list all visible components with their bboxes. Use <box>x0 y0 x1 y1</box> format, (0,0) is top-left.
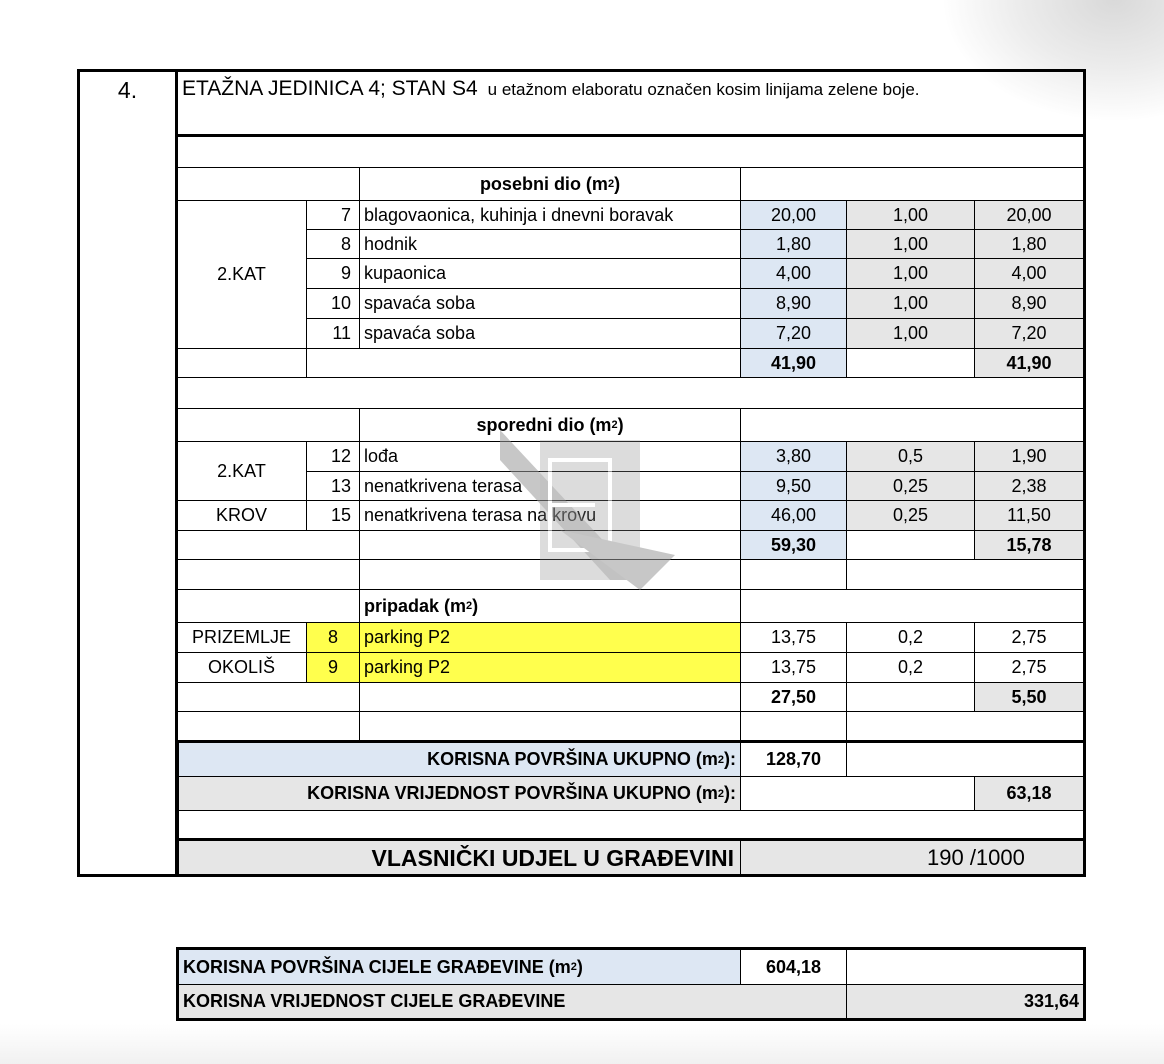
item-number: 4. <box>117 77 138 103</box>
room-area: 8,90 <box>740 288 847 319</box>
room-name: parking P2 <box>359 622 741 653</box>
posebni-floor: 2.KAT <box>176 200 307 349</box>
korisna-povrsina-blank <box>846 740 1084 777</box>
spacer-cell <box>846 559 1084 590</box>
room-coef: 0,2 <box>846 622 975 653</box>
room-name: spavaća soba <box>359 288 741 319</box>
spacer-row <box>176 810 1084 839</box>
vlasnicki-udjel-label: VLASNIČKI UDJEL U GRAĐEVINI <box>176 838 741 876</box>
pripadak-total-value: 5,50 <box>974 682 1084 712</box>
room-coef: 0,25 <box>846 471 975 501</box>
korisna-vrijednost-label: KORISNA VRIJEDNOST POVRŠINA UKUPNO (m 2 ): <box>176 776 741 811</box>
room-name: nenatkrivena terasa <box>359 471 741 501</box>
room-area: 46,00 <box>740 500 847 531</box>
posebni-floor-head <box>176 167 360 201</box>
room-number: 15 <box>306 500 360 531</box>
sporedni-total-blank <box>176 530 360 560</box>
sporedni-heading-end: ) <box>617 414 624 435</box>
sporedni-total-area: 59,30 <box>740 530 847 560</box>
room-number: 13 <box>306 471 360 501</box>
room-name: nenatkrivena terasa na krovu <box>359 500 741 531</box>
korisna-vrijednost-label-text: KORISNA VRIJEDNOST POVRŠINA UKUPNO (m <box>307 783 718 803</box>
room-value: 8,90 <box>974 288 1084 319</box>
cijela-gradevina-povrsina-label: KORISNA POVRŠINA CIJELE GRAĐEVINE (m 2 ) <box>176 947 741 985</box>
room-name: blagovaonica, kuhinja i dnevni boravak <box>359 200 741 230</box>
room-number: 8 <box>306 229 360 259</box>
room-area: 13,75 <box>740 622 847 653</box>
room-value: 2,38 <box>974 471 1084 501</box>
room-number: 11 <box>306 318 360 349</box>
room-area: 13,75 <box>740 652 847 683</box>
room-coef: 0,5 <box>846 441 975 472</box>
room-coef: 0,25 <box>846 500 975 531</box>
cijela-gradevina-povrsina-end: ) <box>576 956 583 977</box>
room-coef: 1,00 <box>846 288 975 319</box>
pripadak-total-area: 27,50 <box>740 682 847 712</box>
room-value: 7,20 <box>974 318 1084 349</box>
room-area: 1,80 <box>740 229 847 259</box>
korisna-vrijednost-blank <box>740 776 975 811</box>
room-value: 20,00 <box>974 200 1084 230</box>
pripadak-heading: pripadak (m 2 ) <box>359 589 741 623</box>
unit-subtitle: u etažnom elaboratu označen kosim linijama zelene boje. <box>487 80 920 99</box>
cijela-gradevina-povrsina-blank <box>846 947 1086 985</box>
pripadak-total-coef-blank <box>846 682 975 712</box>
spacer-row <box>176 377 1084 409</box>
pripadak-heading-text: pripadak (m <box>364 595 467 616</box>
room-number: 9 <box>306 258 360 289</box>
sporedni-total-value: 15,78 <box>974 530 1084 560</box>
room-coef: 0,2 <box>846 652 975 683</box>
korisna-vrijednost-value: 63,18 <box>974 776 1084 811</box>
room-number: 10 <box>306 288 360 319</box>
room-area: 7,20 <box>740 318 847 349</box>
pripadak-heading-end: ) <box>472 595 479 616</box>
posebni-values-head <box>740 167 1084 201</box>
room-area: 20,00 <box>740 200 847 230</box>
korisna-povrsina-label-end: ): <box>724 749 736 769</box>
sporedni-floor-head <box>176 408 360 442</box>
sporedni-heading: sporedni dio (m 2 ) <box>359 408 741 442</box>
posebni-heading-end: ) <box>614 173 621 194</box>
posebni-heading: posebni dio (m 2 ) <box>359 167 741 201</box>
posebni-heading-text: posebni dio (m <box>479 173 608 194</box>
sporedni-heading-text: sporedni dio (m <box>476 414 612 435</box>
cijela-gradevina-povrsina-text: KORISNA POVRŠINA CIJELE GRAĐEVINE (m <box>183 956 571 977</box>
pripadak-floor: OKOLIŠ <box>176 652 307 683</box>
spacer-cell <box>176 711 360 742</box>
room-number: 12 <box>306 441 360 472</box>
room-coef: 1,00 <box>846 258 975 289</box>
pripadak-values-head <box>740 589 1084 623</box>
unit-title: ETAŽNA JEDINICA 4; STAN S4 <box>182 77 478 100</box>
posebni-total-blank <box>306 348 741 378</box>
room-area: 4,00 <box>740 258 847 289</box>
korisna-povrsina-value: 128,70 <box>740 740 847 777</box>
room-area: 3,80 <box>740 441 847 472</box>
spacer-cell <box>740 559 847 590</box>
korisna-povrsina-label-text: KORISNA POVRŠINA UKUPNO (m <box>427 749 718 769</box>
number-column-divider <box>175 69 178 877</box>
room-value: 1,80 <box>974 229 1084 259</box>
room-coef: 1,00 <box>846 318 975 349</box>
room-name: lođa <box>359 441 741 472</box>
pripadak-total-blank <box>176 682 360 712</box>
room-value: 2,75 <box>974 622 1084 653</box>
korisna-povrsina-label: KORISNA POVRŠINA UKUPNO (m 2 ): <box>176 740 741 777</box>
room-name: spavaća soba <box>359 318 741 349</box>
room-coef: 1,00 <box>846 200 975 230</box>
room-number: 9 <box>306 652 360 683</box>
room-name: parking P2 <box>359 652 741 683</box>
cijela-gradevina-vrijednost-value: 331,64 <box>846 984 1086 1021</box>
posebni-total-area: 41,90 <box>740 348 847 378</box>
room-value: 2,75 <box>974 652 1084 683</box>
sporedni-floor: 2.KAT <box>176 441 307 501</box>
room-coef: 1,00 <box>846 229 975 259</box>
room-number: 8 <box>306 622 360 653</box>
posebni-total-blank <box>176 348 307 378</box>
spacer-row <box>176 137 1084 168</box>
spacer-cell <box>740 711 847 742</box>
sporedni-total-coef-blank <box>846 530 975 560</box>
room-value: 1,90 <box>974 441 1084 472</box>
vlasnicki-udjel-value: 190 /1000 <box>740 838 1084 876</box>
room-value: 4,00 <box>974 258 1084 289</box>
room-name: kupaonica <box>359 258 741 289</box>
spacer-cell <box>176 559 360 590</box>
korisna-vrijednost-label-end: ): <box>724 783 736 803</box>
cijela-gradevina-povrsina-value: 604,18 <box>740 947 847 985</box>
cijela-gradevina-vrijednost-label: KORISNA VRIJEDNOST CIJELE GRAĐEVINE <box>176 984 847 1021</box>
sporedni-floor: KROV <box>176 500 307 531</box>
spacer-cell <box>359 711 741 742</box>
pripadak-total-blank <box>359 682 741 712</box>
spacer-cell <box>846 711 1084 742</box>
posebni-total-value: 41,90 <box>974 348 1084 378</box>
item-number-column <box>77 69 178 877</box>
room-value: 11,50 <box>974 500 1084 531</box>
pripadak-floor: PRIZEMLJE <box>176 622 307 653</box>
room-area: 9,50 <box>740 471 847 501</box>
room-name: hodnik <box>359 229 741 259</box>
watermark-logo <box>500 420 700 620</box>
posebni-total-coef-blank <box>846 348 975 378</box>
room-number: 7 <box>306 200 360 230</box>
sporedni-values-head <box>740 408 1084 442</box>
unit-title-line <box>182 74 920 106</box>
pripadak-floor-head <box>176 589 360 623</box>
